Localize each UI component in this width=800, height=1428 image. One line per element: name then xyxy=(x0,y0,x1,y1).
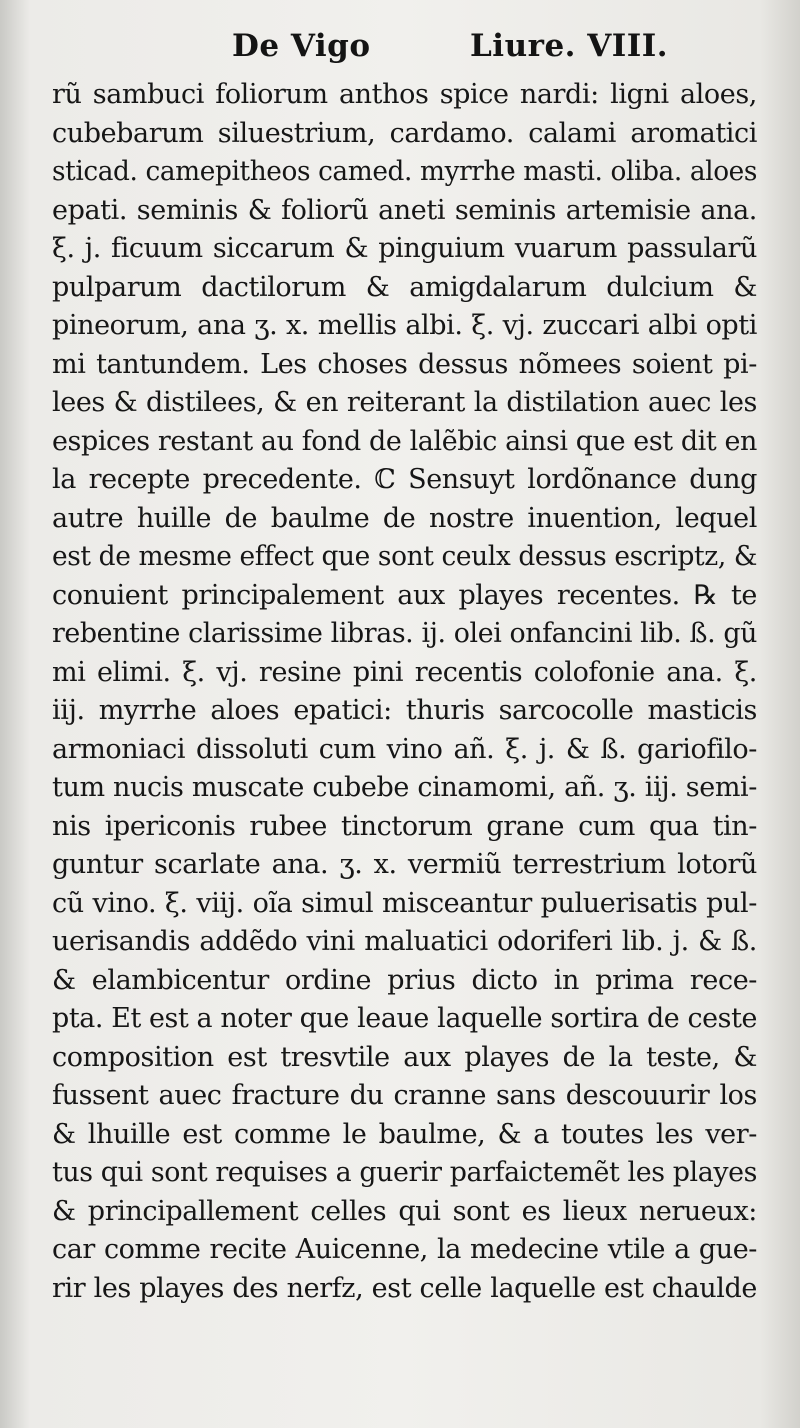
text-line: mi elimi. ξ. vj. resine pini recentis colofonie ana. ξ. xyxy=(52,656,757,688)
text-line: tum nucis muscate cubebe cinamomi, añ. ʒ. iij. semi- xyxy=(52,772,757,803)
text-line: rebentine clarissime libras. ij. olei onfancini lib. ß. gũ xyxy=(52,618,757,649)
header-book-number: Liure. VIII. xyxy=(470,28,669,64)
text-line: pulparum dactilorum & amigdalarum dulcium & xyxy=(52,271,757,303)
text-line: pta. Et est a noter que leaue laquelle sortira de ceste xyxy=(52,1003,758,1034)
text-line: & principallement celles qui sont es lieux nerueux: xyxy=(52,1195,757,1227)
running-header xyxy=(0,22,800,72)
text-line: car comme recite Auicenne, la medecine vtile a gue- xyxy=(52,1234,757,1265)
header-author: De Vigo xyxy=(232,28,371,64)
text-line: fussent auec fracture du cranne sans descouurir los xyxy=(52,1080,757,1111)
text-line: est de mesme effect que sont ceulx dessus escriptz, & xyxy=(52,541,757,572)
text-line: & lhuille est comme le baulme, & a toutes les ver- xyxy=(52,1118,757,1150)
text-line: nis ipericonis rubee tinctorum grane cum qua tin- xyxy=(52,810,757,842)
text-line: composition est tresvtile aux playes de la teste, & xyxy=(52,1041,757,1073)
text-line: iij. myrrhe aloes epatici: thuris sarcocolle masticis xyxy=(52,695,757,726)
text-line: autre huille de baulme de nostre inuention, lequel xyxy=(52,502,757,534)
text-line: guntur scarlate ana. ʒ. x. vermiũ terrestrium lotorũ xyxy=(52,849,757,880)
text-line: ξ. j. ficuum siccarum & pinguium vuarum passularũ xyxy=(52,233,757,264)
text-line: rũ sambuci foliorum anthos spice nardi: ligni aloes, xyxy=(52,79,757,110)
text-line: rir les playes des nerfz, est celle laquelle est chaulde xyxy=(52,1272,757,1304)
text-line: sticad. camepitheos camed. myrrhe masti. oliba. aloes xyxy=(52,156,758,187)
text-line: cũ vino. ξ. viij. oĩa simul misceantur puluerisatis pul- xyxy=(52,887,757,919)
body-text xyxy=(52,76,757,1308)
text-line: uerisandis addẽdo vini maluatici odoriferi lib. j. & ß. xyxy=(52,926,757,957)
text-line: tus qui sont requises a guerir parfaictemẽt les playes xyxy=(52,1157,757,1188)
text-line: cubebarum siluestrium, cardamo. calami aromatici xyxy=(52,117,757,149)
text-line: pineorum, ana ʒ. x. mellis albi. ξ. vj. zuccari albi opti xyxy=(52,310,757,341)
text-line: & elambicentur ordine prius dicto in prima rece- xyxy=(52,964,757,996)
text-line: mi tantundem. Les choses dessus nõmees soient pi- xyxy=(52,348,757,380)
text-line: la recepte precedente. ℂ Sensuyt lordõnance dung xyxy=(52,464,757,495)
text-line: lees & distilees, & en reiterant la distilation auec les xyxy=(52,387,757,418)
text-line: epati. seminis & foliorũ aneti seminis artemisie ana. xyxy=(52,194,757,226)
text-line: armoniaci dissoluti cum vino añ. ξ. j. & ß. gariofilo- xyxy=(52,733,757,765)
text-line: conuient principalement aux playes recentes. ℞ te xyxy=(52,579,757,611)
text-line: espices restant au fond de lalẽbic ainsi que est dit en xyxy=(52,425,757,457)
